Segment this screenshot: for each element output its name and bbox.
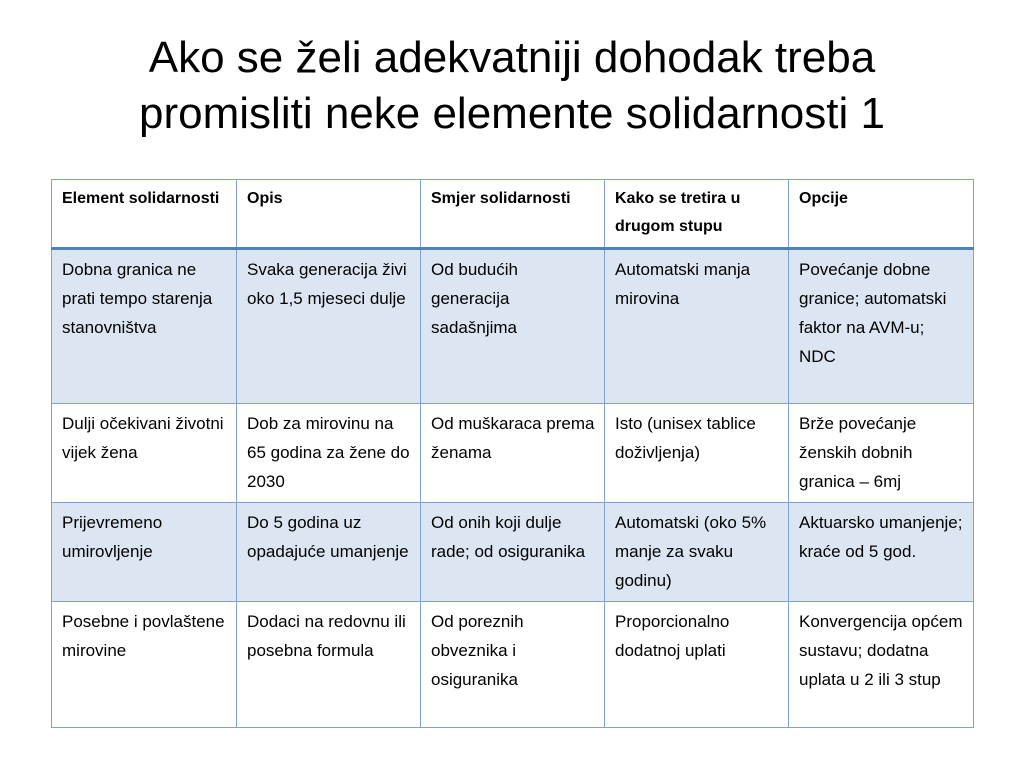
- table-cell: Prijevremeno umirovljenje: [52, 503, 237, 602]
- table-cell: Od budućih generacija sadašnjima: [421, 249, 605, 404]
- slide-title-line-2: promisliti neke elemente solidarnosti 1: [139, 89, 885, 138]
- table-cell: Od muškaraca prema ženama: [421, 404, 605, 503]
- table-cell: Automatski (oko 5% manje za svaku godinu): [605, 503, 789, 602]
- table-cell: Isto (unisex tablice doživljenja): [605, 404, 789, 503]
- table-cell: Dulji očekivani životni vijek žena: [52, 404, 237, 503]
- header-direction: Smjer solidarnosti: [421, 180, 605, 249]
- header-description: Opis: [237, 180, 421, 249]
- slide-title-line-1: Ako se želi adekvatniji dohodak treba: [148, 33, 876, 82]
- header-second-pillar: Kako se tretira u drugom stupu: [605, 180, 789, 249]
- table-cell: Povećanje dobne granice; automatski faktor na AVM-u; NDC: [789, 249, 974, 404]
- header-element: Element solidarnosti: [52, 180, 237, 249]
- table-row: [52, 503, 974, 602]
- table-cell: Proporcionalno dodatnoj uplati: [605, 602, 789, 728]
- header-row: [52, 180, 974, 249]
- table-cell: Od poreznih obveznika i osiguranika: [421, 602, 605, 728]
- table-cell: Do 5 godina uz opadajuće umanjenje: [237, 503, 421, 602]
- table-cell: Dodaci na redovnu ili posebna formula: [237, 602, 421, 728]
- table-header: [52, 180, 974, 249]
- table-cell: Konvergencija općem sustavu; dodatna uplata u 2 ili 3 stup: [789, 602, 974, 728]
- slide-title: [20, 30, 1004, 142]
- table-body: [52, 249, 974, 728]
- table-cell: Dobna granica ne prati tempo starenja stanovništva: [52, 249, 237, 404]
- solidarity-table: [51, 179, 974, 728]
- table-cell: Aktuarsko umanjenje; kraće od 5 god.: [789, 503, 974, 602]
- table-cell: Posebne i povlaštene mirovine: [52, 602, 237, 728]
- table-cell: Brže povećanje ženskih dobnih granica – 6mj: [789, 404, 974, 503]
- table-row: [52, 404, 974, 503]
- header-options: Opcije: [789, 180, 974, 249]
- table-cell: Od onih koji dulje rade; od osiguranika: [421, 503, 605, 602]
- table-cell: Svaka generacija živi oko 1,5 mjeseci dulje: [237, 249, 421, 404]
- table-cell: Dob za mirovinu na 65 godina za žene do 2030: [237, 404, 421, 503]
- table-row: [52, 602, 974, 728]
- table-row: [52, 249, 974, 404]
- table-cell: Automatski manja mirovina: [605, 249, 789, 404]
